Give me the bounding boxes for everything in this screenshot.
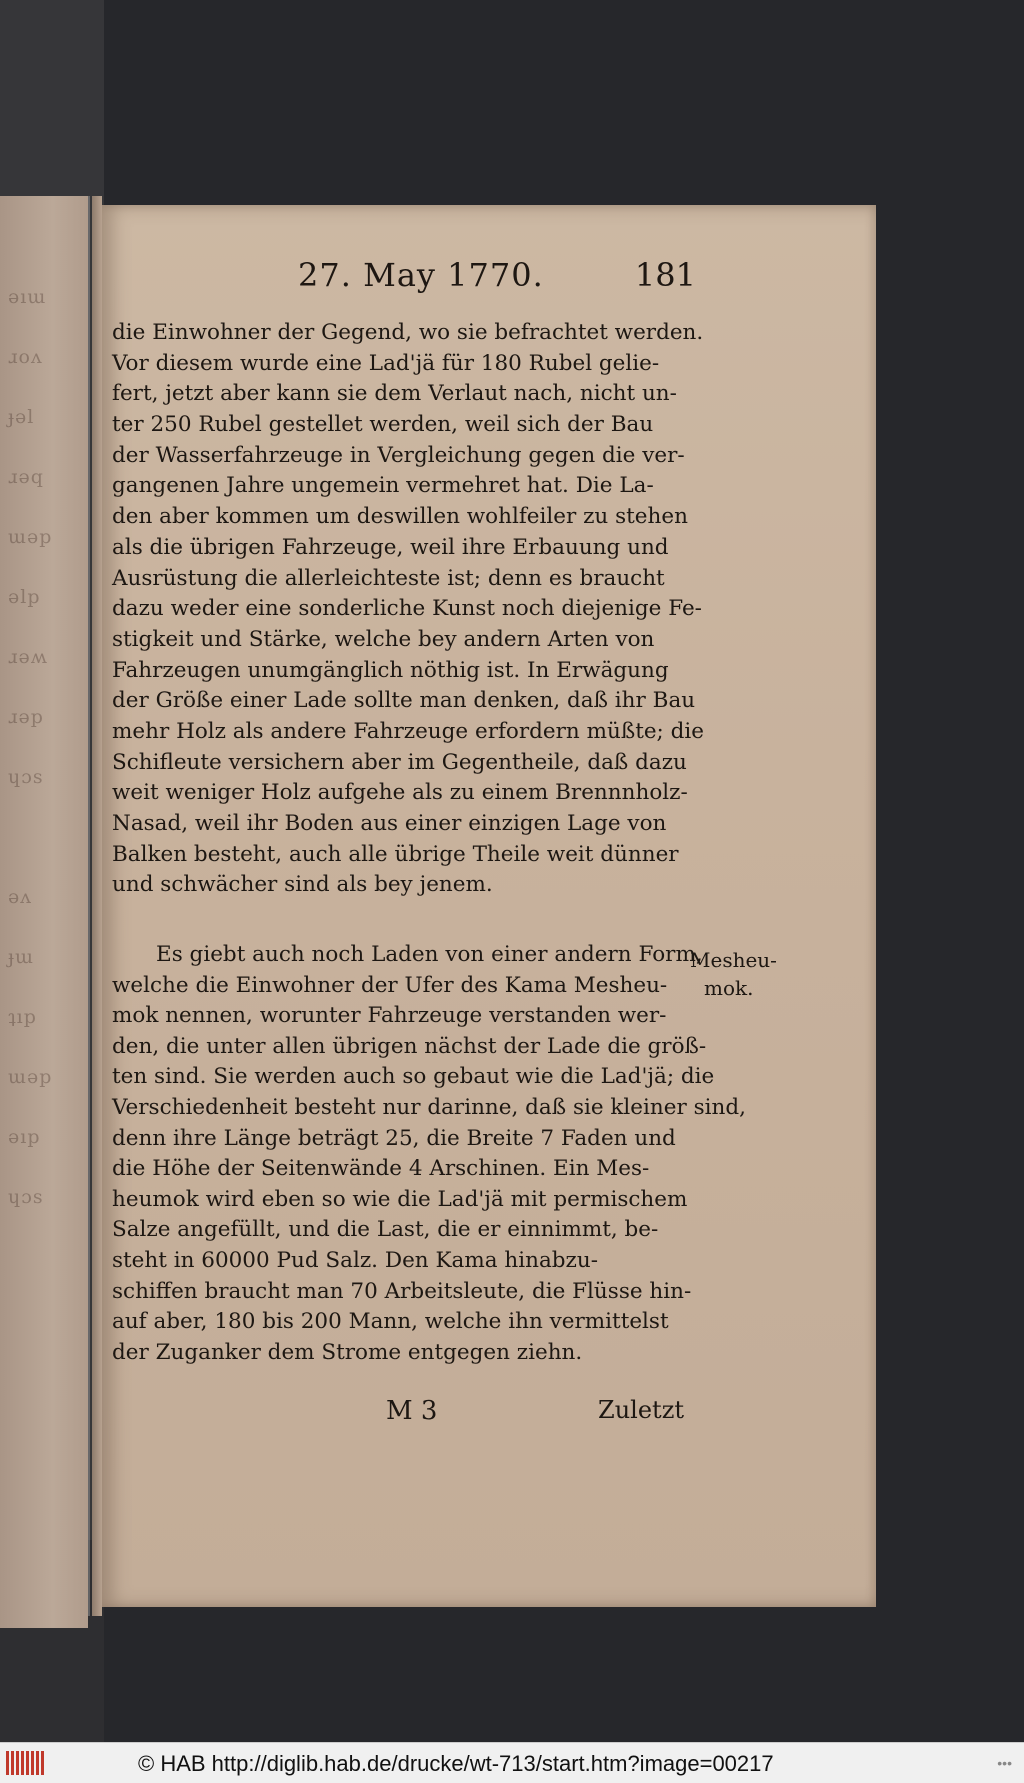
catchword: Zuletzt bbox=[598, 1396, 684, 1424]
text-line: gangenen Jahre ungemein vermehret hat. Die La- bbox=[112, 473, 654, 499]
paragraph-1 bbox=[112, 318, 704, 901]
text-line: die Höhe der Seitenwände 4 Arschinen. Ein Mes- bbox=[112, 1156, 650, 1182]
text-line: ten sind. Sie werden auch so gebaut wie die Lad'jä; die bbox=[112, 1064, 715, 1090]
text-line: der Größe einer Lade sollte man denken, daß ihr Bau bbox=[112, 688, 696, 714]
page-footer bbox=[112, 1396, 684, 1432]
viewer-status-bar bbox=[0, 1742, 1024, 1783]
paragraph-2 bbox=[112, 940, 746, 1368]
page-number: 181 bbox=[634, 256, 696, 294]
text-line: Balken besteht, auch alle übrige Theile weit dünner bbox=[112, 841, 679, 867]
text-line: Ausrüstung die allerleichteste ist; denn es braucht bbox=[112, 565, 665, 591]
text-line: der Zuganker dem Strome entgegen ziehn. bbox=[112, 1339, 583, 1365]
signature-mark: M 3 bbox=[386, 1396, 438, 1426]
text-line: fert, jetzt aber kann sie dem Verlaut nach, nicht un- bbox=[112, 381, 677, 407]
more-options-icon[interactable]: ••• bbox=[997, 1755, 1012, 1771]
running-head: 27. May 1770. bbox=[298, 256, 544, 294]
text-line: auf aber, 180 bis 200 Mann, welche ihn vermittelst bbox=[112, 1309, 669, 1335]
copyright-url-text[interactable]: © HAB http://diglib.hab.de/drucke/wt-713/start.htm?image=00217 bbox=[138, 1751, 774, 1776]
text-line: Verschiedenheit besteht nur darinne, daß sie kleiner sind, bbox=[112, 1094, 746, 1120]
text-line: steht in 60000 Pud Salz. Den Kama hinabzu- bbox=[112, 1247, 598, 1273]
text-line: denn ihre Länge beträgt 25, die Breite 7 Faden und bbox=[112, 1125, 676, 1151]
text-line: welche die Einwohner der Ufer des Kama Meshеu- bbox=[112, 972, 668, 998]
text-line: ter 250 Rubel gestellet werden, weil sich der Bau bbox=[112, 412, 654, 438]
text-line: dazu weder eine sonderliche Kunst noch diejenige Fe- bbox=[112, 596, 702, 622]
marginal-note-line: Meshеu- bbox=[690, 948, 777, 972]
previous-page-edge: ǝıɯ ɹoʌ ɟǝl ɹǝq ɯǝp ǝlp ɹǝʍ ɹǝp ɥɔs ǝʌ ɟɯ ʇıp ɯǝp ǝıp ɥɔs bbox=[0, 196, 88, 1628]
text-line: mok nennen, worunter Fahrzeuge verstanden wer- bbox=[112, 1003, 667, 1029]
text-line: Es giebt auch noch Laden von einer andern Form, bbox=[156, 942, 703, 967]
text-line: den, die unter allen übrigen nächst der Lade die größ- bbox=[112, 1033, 707, 1059]
text-line: mehr Holz als andere Fahrzeuge erfordern müßte; die bbox=[112, 718, 704, 744]
text-line: die Einwohner der Gegend, wo sie befrachtet werden. bbox=[112, 320, 704, 345]
page-header bbox=[100, 256, 696, 296]
text-line: Vor diesem wurde eine Lad'jä für 180 Rubel gelie- bbox=[112, 350, 660, 376]
page-gutter bbox=[92, 196, 102, 1616]
text-line: den aber kommen um deswillen wohlfeiler zu stehen bbox=[112, 504, 688, 530]
marginal-note bbox=[690, 946, 780, 1002]
text-line: als die übrigen Fahrzeuge, weil ihre Erbauung und bbox=[112, 534, 669, 560]
marginal-note-line: mok. bbox=[704, 976, 754, 1000]
hab-logo-icon bbox=[6, 1751, 48, 1775]
text-line: Fahrzeugen unumgänglich nöthig ist. In Erwägung bbox=[112, 657, 669, 683]
text-line: der Wasserfahrzeuge in Vergleichung gegen die ver- bbox=[112, 442, 685, 468]
text-line: Schifleute versichern aber im Gegentheile, daß dazu bbox=[112, 749, 687, 775]
text-line: stigkeit und Stärke, welche bey andern Arten von bbox=[112, 626, 655, 652]
binding-highlight bbox=[88, 196, 90, 1616]
text-line: und schwächer sind als bey jenem. bbox=[112, 872, 493, 898]
text-line: weit weniger Holz aufgehe als zu einem Brennnholz- bbox=[112, 780, 688, 806]
text-line: schiffen braucht man 70 Arbeitsleute, die Flüsse hin- bbox=[112, 1278, 692, 1304]
text-line: heumok wird eben so wie die Lad'jä mit permischem bbox=[112, 1186, 688, 1212]
text-line: Nasad, weil ihr Boden aus einer einzigen Lage von bbox=[112, 811, 667, 836]
text-line: Salze angefüllt, und die Last, die er einnimmt, be- bbox=[112, 1217, 659, 1243]
